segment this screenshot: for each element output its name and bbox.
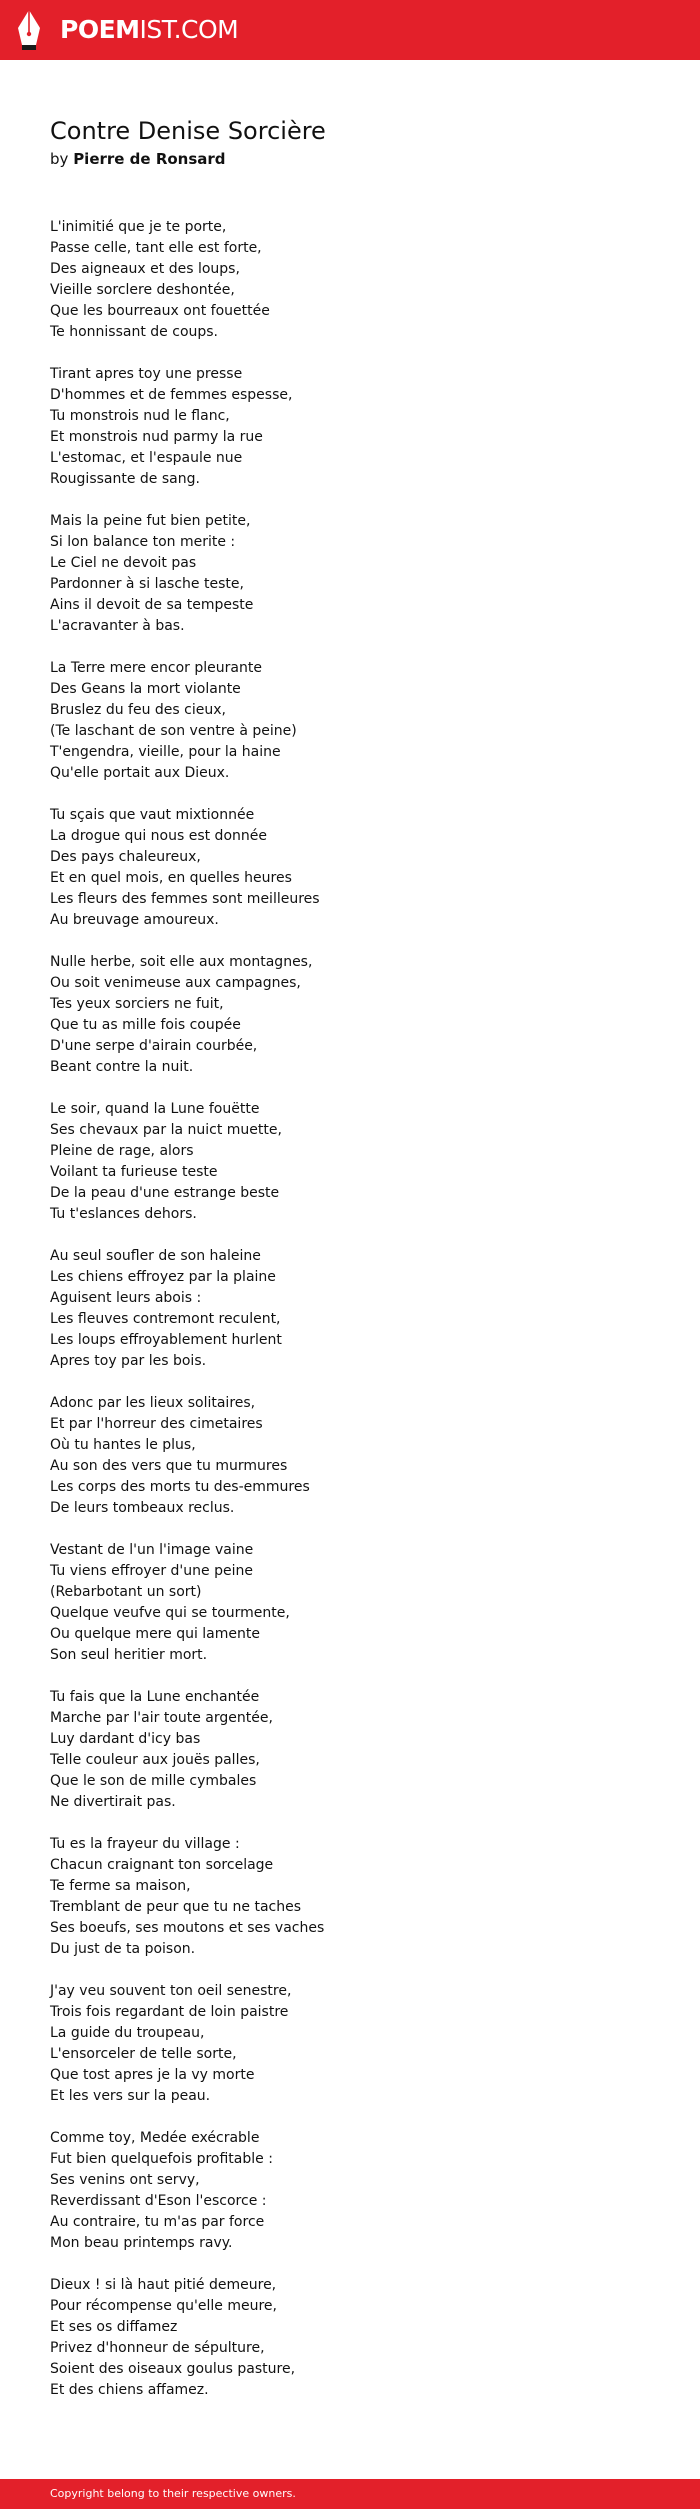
poem-line: Les loups effroyablement hurlent bbox=[50, 1332, 282, 1348]
poem-line: Pleine de rage, alors bbox=[50, 1143, 194, 1159]
poem-line: Tu monstrois nud le flanc, bbox=[50, 408, 230, 424]
poem-line: Te ferme sa maison, bbox=[50, 1878, 191, 1894]
copyright-notice: Copyright belong to their respective owners. bbox=[50, 2487, 296, 2500]
poem-line: Trois fois regardant de loin paistre bbox=[50, 2004, 289, 2020]
by-label: by bbox=[50, 150, 69, 168]
poem-line: Des Geans la mort violante bbox=[50, 681, 241, 697]
poem-line: Et des chiens affamez. bbox=[50, 2382, 209, 2398]
poem-line: Dieux ! si là haut pitié demeure, bbox=[50, 2277, 277, 2293]
poem-line: J'ay veu souvent ton oeil senestre, bbox=[50, 1983, 292, 1999]
poem-line: Les fleurs des femmes sont meilleures bbox=[50, 891, 320, 907]
poem-line: Tu t'eslances dehors. bbox=[50, 1206, 197, 1222]
poem-stanza bbox=[50, 2128, 650, 2254]
poem-stanza bbox=[50, 1687, 650, 1813]
poem-line: Adonc par les lieux solitaires, bbox=[50, 1395, 256, 1411]
logo-bold-text: POEM bbox=[60, 15, 140, 44]
poem-line: Au breuvage amoureux. bbox=[50, 912, 219, 928]
poem-line: Vieille sorclere deshontée, bbox=[50, 282, 235, 298]
poem-line: L'ensorceler de telle sorte, bbox=[50, 2046, 237, 2062]
poem-line: Aguisent leurs abois : bbox=[50, 1290, 202, 1306]
poem-line: Tirant apres toy une presse bbox=[50, 366, 243, 382]
poem-line: Les corps des morts tu des-emmures bbox=[50, 1479, 310, 1495]
poem-stanza bbox=[50, 1246, 650, 1372]
poem-line: Des aigneaux et des loups, bbox=[50, 261, 240, 277]
poem-stanza bbox=[50, 952, 650, 1078]
poem-line: D'une serpe d'airain courbée, bbox=[50, 1038, 258, 1054]
poem-line: Apres toy par les bois. bbox=[50, 1353, 207, 1369]
poem-line: Telle couleur aux jouës palles, bbox=[50, 1752, 260, 1768]
poem-line: Tremblant de peur que tu ne taches bbox=[50, 1899, 302, 1915]
poem-line: Que les bourreaux ont fouettée bbox=[50, 303, 270, 319]
poem-line: Reverdissant d'Eson l'escorce : bbox=[50, 2193, 267, 2209]
poem-line: La guide du troupeau, bbox=[50, 2025, 205, 2041]
poem-line: Ou soit venimeuse aux campagnes, bbox=[50, 975, 301, 991]
poem-line: Que le son de mille cymbales bbox=[50, 1773, 257, 1789]
poem-line: Au contraire, tu m'as par force bbox=[50, 2214, 265, 2230]
poem-line: Mais la peine fut bien petite, bbox=[50, 513, 251, 529]
poem-line: Et monstrois nud parmy la rue bbox=[50, 429, 263, 445]
poem-stanza bbox=[50, 2275, 650, 2401]
poem-stanza bbox=[50, 1834, 650, 1960]
poem-line: Bruslez du feu des cieux, bbox=[50, 702, 226, 718]
poem-line: Ses boeufs, ses moutons et ses vaches bbox=[50, 1920, 325, 1936]
poem-line: L'acravanter à bas. bbox=[50, 618, 185, 634]
poem-line: L'estomac, et l'espaule nue bbox=[50, 450, 243, 466]
poem-line: Ses chevaux par la nuict muette, bbox=[50, 1122, 282, 1138]
poem-line: Ains il devoit de sa tempeste bbox=[50, 597, 254, 613]
site-logo[interactable] bbox=[60, 15, 238, 45]
author-link[interactable]: Pierre de Ronsard bbox=[73, 150, 226, 168]
poem-line: Et en quel mois, en quelles heures bbox=[50, 870, 292, 886]
poem-line: Tes yeux sorciers ne fuit, bbox=[50, 996, 224, 1012]
poem-line: Nulle herbe, soit elle aux montagnes, bbox=[50, 954, 313, 970]
poem-stanza bbox=[50, 1540, 650, 1666]
poem-stanza bbox=[50, 1393, 650, 1519]
poem-line: Mon beau printemps ravy. bbox=[50, 2235, 233, 2251]
poem-line: Que tost apres je la vy morte bbox=[50, 2067, 255, 2083]
poem-line: Tu es la frayeur du village : bbox=[50, 1836, 240, 1852]
poem-line: Où tu hantes le plus, bbox=[50, 1437, 196, 1453]
poem-line: Si lon balance ton merite : bbox=[50, 534, 236, 550]
poem-line: Comme toy, Medée exécrable bbox=[50, 2130, 260, 2146]
poem-line: Son seul heritier mort. bbox=[50, 1647, 208, 1663]
poem-stanza bbox=[50, 511, 650, 637]
poem-line: Au seul soufler de son haleine bbox=[50, 1248, 261, 1264]
byline bbox=[50, 147, 226, 171]
poem-line: Te honnissant de coups. bbox=[50, 324, 219, 340]
poem-line: (Rebarbotant un sort) bbox=[50, 1584, 202, 1600]
poem-line: Des pays chaleureux, bbox=[50, 849, 201, 865]
poem-line: (Te laschant de son ventre à peine) bbox=[50, 723, 297, 739]
poem-stanza bbox=[50, 364, 650, 490]
poem-line: D'hommes et de femmes espesse, bbox=[50, 387, 293, 403]
poem-stanza bbox=[50, 805, 650, 931]
poem-line: La Terre mere encor pleurante bbox=[50, 660, 262, 676]
poem-line: De la peau d'une estrange beste bbox=[50, 1185, 280, 1201]
poem-line: Au son des vers que tu murmures bbox=[50, 1458, 288, 1474]
poem-stanza bbox=[50, 658, 650, 784]
poem-line: Ses venins ont servy, bbox=[50, 2172, 200, 2188]
poem-line: Soient des oiseaux goulus pasture, bbox=[50, 2361, 296, 2377]
poem-line: De leurs tombeaux reclus. bbox=[50, 1500, 235, 1516]
poem-line: Et ses os diffamez bbox=[50, 2319, 178, 2335]
site-header bbox=[0, 0, 700, 60]
poem-stanza bbox=[50, 1981, 650, 2107]
poem-line: Passe celle, tant elle est forte, bbox=[50, 240, 262, 256]
poem-line: La drogue qui nous est donnée bbox=[50, 828, 267, 844]
poem-line: Quelque veufve qui se tourmente, bbox=[50, 1605, 290, 1621]
poem-line: Tu sçais que vaut mixtionnée bbox=[50, 807, 255, 823]
poem-line: Les chiens effroyez par la plaine bbox=[50, 1269, 276, 1285]
poem-line: Beant contre la nuit. bbox=[50, 1059, 194, 1075]
poem-line: Tu viens effroyer d'une peine bbox=[50, 1563, 253, 1579]
site-footer bbox=[0, 2479, 700, 2509]
poem-line: Qu'elle portait aux Dieux. bbox=[50, 765, 230, 781]
poem-body bbox=[50, 217, 650, 2422]
poem-line: Marche par l'air toute argentée, bbox=[50, 1710, 273, 1726]
poem-line: Les fleuves contremont reculent, bbox=[50, 1311, 281, 1327]
poem-line: Rougissante de sang. bbox=[50, 471, 200, 487]
poem-line: Chacun craignant ton sorcelage bbox=[50, 1857, 274, 1873]
poem-line: Du just de ta poison. bbox=[50, 1941, 196, 1957]
poem-line: Que tu as mille fois coupée bbox=[50, 1017, 241, 1033]
poem-line: Vestant de l'un l'image vaine bbox=[50, 1542, 254, 1558]
poem-stanza bbox=[50, 217, 650, 343]
poem-line: Pour récompense qu'elle meure, bbox=[50, 2298, 277, 2314]
poem-line: Luy dardant d'icy bas bbox=[50, 1731, 201, 1747]
poem-line: Pardonner à si lasche teste, bbox=[50, 576, 244, 592]
poem-line: Tu fais que la Lune enchantée bbox=[50, 1689, 260, 1705]
poem-line: Fut bien quelquefois profitable : bbox=[50, 2151, 273, 2167]
poem-line: Le Ciel ne devoit pas bbox=[50, 555, 197, 571]
poem-line: Ne divertirait pas. bbox=[50, 1794, 176, 1810]
poem-title: Contre Denise Sorcière bbox=[50, 117, 326, 145]
poem-line: L'inimitié que je te porte, bbox=[50, 219, 227, 235]
quill-pen-icon[interactable] bbox=[16, 9, 42, 51]
logo-light-text: IST.COM bbox=[139, 15, 239, 44]
poem-line: Et par l'horreur des cimetaires bbox=[50, 1416, 263, 1432]
poem-line: Ou quelque mere qui lamente bbox=[50, 1626, 260, 1642]
poem-line: Privez d'honneur de sépulture, bbox=[50, 2340, 265, 2356]
poem-line: Voilant ta furieuse teste bbox=[50, 1164, 218, 1180]
poem-line: T'engendra, vieille, pour la haine bbox=[50, 744, 281, 760]
poem-line: Et les vers sur la peau. bbox=[50, 2088, 211, 2104]
poem-stanza bbox=[50, 1099, 650, 1225]
poem-line: Le soir, quand la Lune fouëtte bbox=[50, 1101, 260, 1117]
